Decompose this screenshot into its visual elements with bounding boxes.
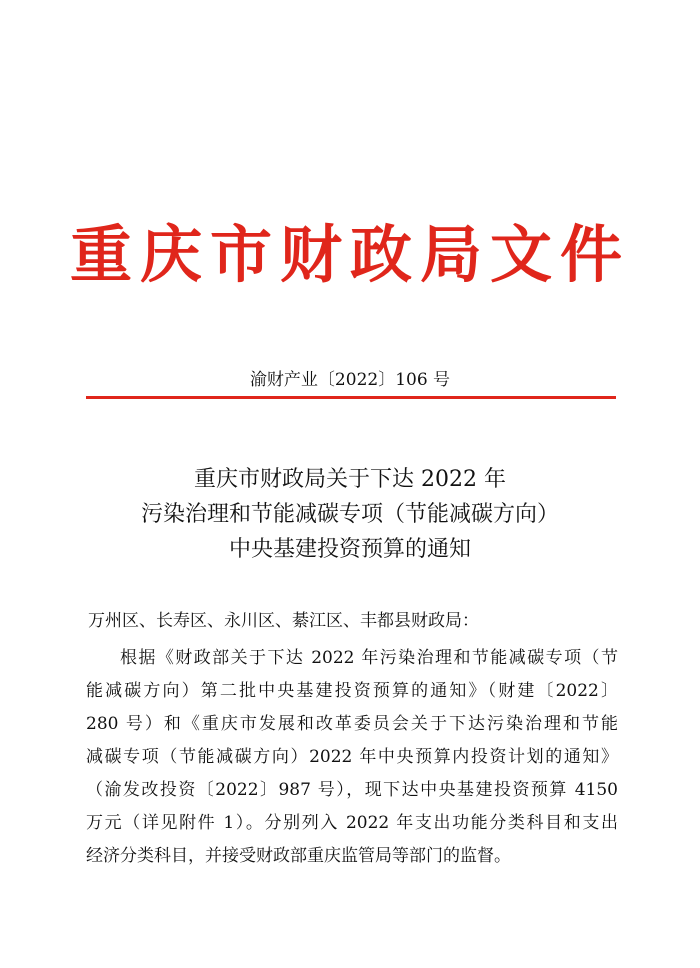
document-number: 渝财产业〔2022〕106 号 [249, 370, 451, 390]
document-masthead: 重庆市财政局文件 [69, 218, 630, 291]
paragraph-line: 280 号）和《重庆市发展和改革委员会关于下达污染治理和节能 [86, 714, 618, 734]
paragraph-line: 能减碳方向）第二批中央基建投资预算的通知》（财建〔2022〕 [86, 681, 618, 701]
paragraph-line: 万元（详见附件 1）。分别列入 2022 年支出功能分类科目和支出 [86, 813, 618, 833]
paragraph-line: 减碳专项（节能减碳方向）2022 年中央预算内投资计划的通知》 [86, 747, 618, 767]
document-title [60, 462, 640, 567]
paragraph-line: 经济分类科目，并接受财政部重庆监管局等部门的监督。 [86, 846, 511, 866]
title-line: 重庆市财政局关于下达 2022 年 [194, 467, 506, 492]
title-line: 中央基建投资预算的通知 [228, 537, 471, 562]
paragraph-line: 根据《财政部关于下达 2022 年污染治理和节能减碳专项（节 [120, 648, 618, 668]
body-paragraph [86, 642, 618, 873]
paragraph-line: （渝发改投资〔2022〕987 号），现下达中央基建投资预算 4150 [86, 780, 618, 800]
addressee: 万州区、长寿区、永川区、綦江区、丰都县财政局： [88, 611, 479, 631]
title-line: 污染治理和节能减碳专项（节能减碳方向） [140, 502, 559, 527]
red-divider-line [86, 396, 616, 399]
